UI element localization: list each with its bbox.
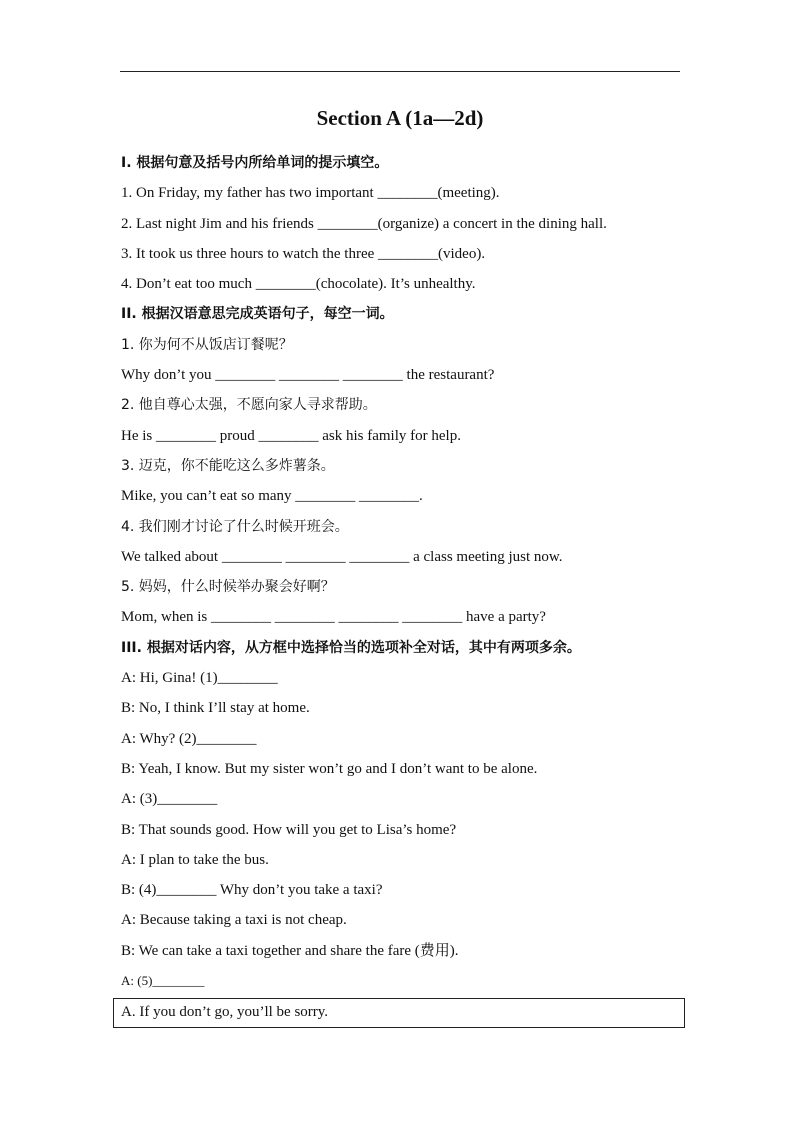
dialogue-line-10: B: We can take a taxi together and share the fare (费用).: [121, 942, 459, 959]
s2-q3-english: Mike, you can’t eat so many ________ ________.: [121, 488, 423, 505]
s1-question-1: 1. On Friday, my father has two important ________(meeting).: [121, 185, 500, 202]
dialogue-line-2: B: No, I think I’ll stay at home.: [121, 700, 310, 717]
s2-q1-english: Why don’t you ________ ________ ________ the restaurant?: [121, 367, 495, 384]
s2-q2-chinese: 2. 他自尊心太强，不愿向家人寻求帮助。: [121, 397, 377, 414]
top-rule: [120, 71, 680, 72]
dialogue-line-11: A: (5)________: [121, 973, 205, 989]
dialogue-line-4: B: Yeah, I know. But my sister won’t go and I don’t want to be alone.: [121, 760, 538, 777]
s2-q5-chinese: 5. 妈妈，什么时候举办聚会好啊？: [121, 579, 335, 596]
s1-question-4: 4. Don’t eat too much ________(chocolate). It’s unhealthy.: [121, 276, 476, 293]
s2-q2-english: He is ________ proud ________ ask his family for help.: [121, 427, 461, 444]
dialogue-line-8: B: (4)________ Why don’t you take a taxi?: [121, 882, 383, 899]
dialogue-line-9: A: Because taking a taxi is not cheap.: [121, 912, 347, 929]
dialogue-line-3: A: Why? (2)________: [121, 730, 257, 747]
exercise-content: [121, 148, 701, 996]
s1-question-3: 3. It took us three hours to watch the three ________(video).: [121, 245, 486, 262]
s2-q1-chinese: 1. 你为何不从饭店订餐呢？: [121, 336, 293, 353]
dialogue-line-6: B: That sounds good. How will you get to Lisa’s home?: [121, 821, 457, 838]
options-box: A. If you don’t go, you’ll be sorry.: [113, 998, 685, 1028]
section-1-heading: I. 根据句意及括号内所给单词的提示填空。: [121, 155, 389, 171]
dialogue-line-1: A: Hi, Gina! (1)________: [121, 670, 278, 687]
s2-q3-chinese: 3. 迈克，你不能吃这么多炸薯条。: [121, 457, 335, 474]
s2-q4-english: We talked about ________ ________ ________ a class meeting just now.: [121, 548, 563, 565]
s1-question-2: 2. Last night Jim and his friends ________(organize) a concert in the dining hall.: [121, 215, 607, 232]
page-title: Section A (1a—2d): [316, 106, 484, 130]
s2-q4-chinese: 4. 我们刚才讨论了什么时候开班会。: [121, 518, 349, 535]
section-3-heading: III. 根据对话内容，从方框中选择恰当的选项补全对话，其中有两项多余。: [121, 639, 581, 656]
dialogue-line-5: A: (3)________: [121, 791, 218, 808]
section-2-heading: II. 根据汉语意思完成英语句子，每空一词。: [121, 306, 394, 323]
dialogue-line-7: A: I plan to take the bus.: [121, 851, 269, 868]
s2-q5-english: Mom, when is ________ ________ ________ ________ have a party?: [121, 609, 546, 626]
